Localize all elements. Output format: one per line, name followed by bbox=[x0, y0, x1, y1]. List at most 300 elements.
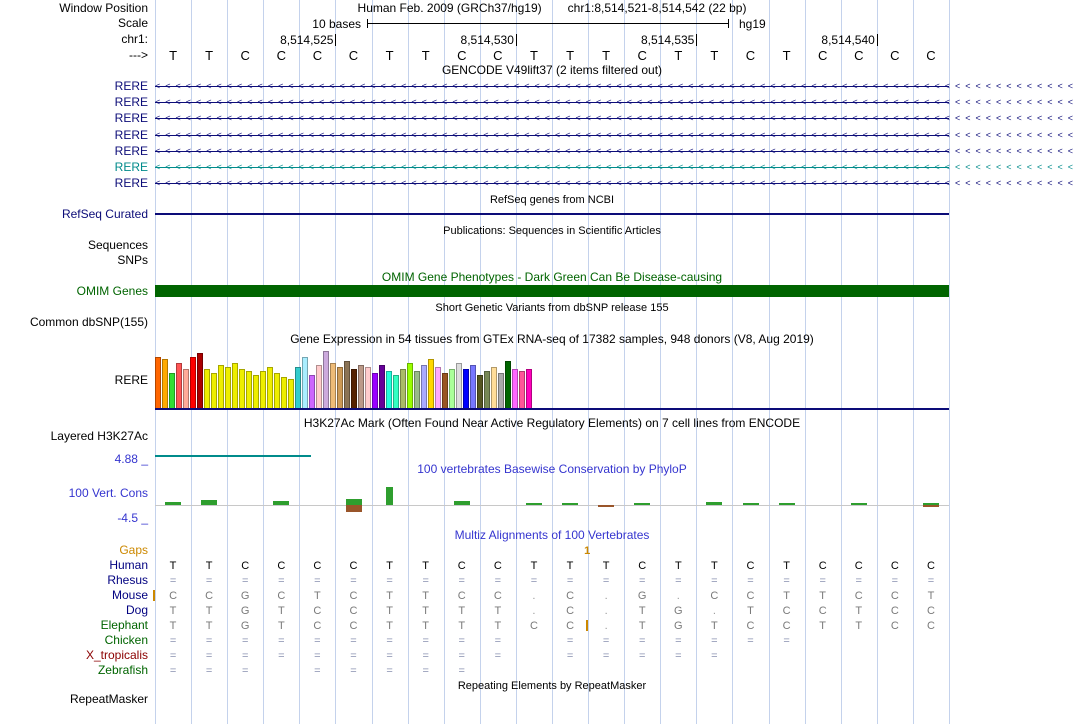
gtex-expression-bar[interactable] bbox=[288, 379, 294, 409]
species-label[interactable]: Rhesus bbox=[107, 573, 148, 587]
species-label[interactable]: Human bbox=[109, 558, 148, 572]
conservation-positive-mark bbox=[454, 501, 470, 505]
sequence-base: T bbox=[205, 48, 214, 63]
alignment-cell: . bbox=[532, 605, 536, 617]
window-position-row bbox=[0, 2, 950, 16]
gtex-expression-bar[interactable] bbox=[225, 367, 231, 409]
alignment-break-tick bbox=[586, 620, 588, 631]
sequence-base: C bbox=[240, 48, 250, 63]
chrom-label: chr1: bbox=[121, 32, 148, 46]
gene-model[interactable] bbox=[155, 161, 1078, 174]
alignment-cell: = bbox=[855, 575, 862, 587]
strand-arrows-left: <<<<<<<<<<<<<<<<<<<<<<<<<<<<<<<<<<<<<<<<<<<<<<<<<<<<<<<<<<<<<<<<<<<<<<<<<<<<<<<<<<<<<<<<<< bbox=[155, 113, 1078, 124]
alignment-cell: = bbox=[422, 665, 429, 677]
assembly-title: Human Feb. 2009 (GRCh37/hg19) bbox=[357, 1, 542, 15]
multiz-row-chicken bbox=[0, 634, 950, 648]
gtex-expression-bar[interactable] bbox=[372, 373, 378, 409]
alignment-row[interactable] bbox=[155, 649, 949, 663]
strand-arrows-left: <<<<<<<<<<<<<<<<<<<<<<<<<<<<<<<<<<<<<<<<<<<<<<<<<<<<<<<<<<<<<<<<<<<<<<<<<<<<<<<<<<<<<<<<<< bbox=[155, 81, 1078, 91]
gtex-expression-bar[interactable] bbox=[463, 369, 469, 409]
alignment-cell: T bbox=[422, 620, 430, 632]
alignment-cell: T bbox=[205, 560, 213, 572]
conservation-track-label[interactable]: 100 Vert. Cons bbox=[68, 486, 148, 500]
alignment-cell: C bbox=[890, 590, 899, 602]
gtex-expression-bar[interactable] bbox=[400, 369, 406, 409]
gtex-expression-bar[interactable] bbox=[414, 371, 420, 409]
alignment-row[interactable] bbox=[155, 544, 949, 558]
alignment-cell: . bbox=[604, 590, 608, 602]
gtex-expression-bar[interactable] bbox=[519, 371, 525, 409]
alignment-cell: C bbox=[349, 560, 358, 572]
alignment-cell: = bbox=[711, 650, 718, 662]
gtex-bar-chart[interactable] bbox=[155, 350, 949, 409]
sequence-base: T bbox=[602, 48, 611, 63]
alignment-cell: C bbox=[926, 605, 935, 617]
gencode-gene-row bbox=[0, 95, 1078, 110]
gtex-expression-bar[interactable] bbox=[435, 367, 441, 409]
gtex-expression-bar[interactable] bbox=[253, 375, 259, 409]
conservation-negative-mark bbox=[346, 505, 362, 512]
alignment-cell: = bbox=[386, 635, 393, 647]
gtex-expression-bar[interactable] bbox=[526, 369, 532, 409]
gtex-expression-bar[interactable] bbox=[365, 367, 371, 409]
conservation-plot[interactable] bbox=[155, 473, 949, 525]
alignment-row[interactable] bbox=[155, 619, 949, 633]
alignment-cell: = bbox=[278, 650, 285, 662]
alignment-cell: C bbox=[277, 560, 286, 572]
alignment-row[interactable] bbox=[155, 634, 949, 648]
gtex-expression-bar[interactable] bbox=[491, 367, 497, 409]
alignment-cell: = bbox=[422, 650, 429, 662]
scale-row bbox=[0, 17, 950, 31]
alignment-cell: = bbox=[350, 635, 357, 647]
gtex-expression-bar[interactable] bbox=[204, 369, 210, 409]
refseq-gene-area[interactable] bbox=[155, 208, 949, 222]
gtex-expression-bar[interactable] bbox=[477, 375, 483, 409]
species-label[interactable]: Mouse bbox=[111, 588, 148, 602]
alignment-cell: = bbox=[278, 635, 285, 647]
alignment-cell: T bbox=[855, 605, 863, 617]
alignment-row[interactable] bbox=[155, 559, 949, 573]
conservation-positive-mark bbox=[779, 503, 795, 505]
alignment-cell: C bbox=[926, 560, 935, 572]
alignment-cell: C bbox=[566, 590, 575, 602]
alignment-cell: C bbox=[349, 590, 358, 602]
conservation-baseline bbox=[155, 505, 949, 506]
alignment-cell: = bbox=[638, 575, 646, 587]
alignment-cell: C bbox=[457, 560, 466, 572]
h3k27ac-track-title[interactable]: H3K27Ac Mark (Often Found Near Active Regulatory Elements) on 7 cell lines from ENCODE bbox=[303, 416, 801, 430]
gene-label[interactable]: RERE bbox=[114, 127, 148, 142]
refseq-track-title[interactable]: RefSeq genes from NCBI bbox=[489, 194, 615, 206]
gtex-expression-bar[interactable] bbox=[169, 373, 175, 409]
gtex-expression-bar[interactable] bbox=[232, 363, 238, 409]
gtex-expression-bar[interactable] bbox=[351, 369, 357, 409]
alignment-cell: T bbox=[674, 560, 682, 572]
alignment-cell: = bbox=[602, 575, 610, 587]
alignment-row[interactable] bbox=[155, 664, 949, 678]
gtex-expression-bar[interactable] bbox=[505, 361, 511, 409]
alignment-cell: C bbox=[349, 605, 358, 617]
h3k27ac-track-label[interactable]: Layered H3K27Ac bbox=[50, 429, 148, 443]
alignment-cell: C bbox=[457, 590, 466, 602]
sequence-base: C bbox=[854, 48, 864, 63]
species-label[interactable]: Chicken bbox=[104, 633, 148, 647]
alignment-cell: C bbox=[566, 620, 575, 632]
alignment-cell: C bbox=[313, 605, 322, 617]
gtex-expression-bar[interactable] bbox=[197, 353, 203, 409]
alignment-cell: T bbox=[458, 605, 466, 617]
gtex-gene-label[interactable]: RERE bbox=[114, 373, 148, 387]
gene-model[interactable] bbox=[155, 80, 1078, 93]
multiz-track-title[interactable]: Multiz Alignments of 100 Vertebrates bbox=[454, 528, 650, 542]
alignment-cell: C bbox=[205, 590, 214, 602]
gtex-expression-bar[interactable] bbox=[162, 359, 168, 409]
gtex-expression-bar[interactable] bbox=[344, 361, 350, 409]
coordinate-tick bbox=[516, 34, 517, 46]
alignment-cell: = bbox=[386, 650, 393, 662]
refseq-track-label[interactable]: RefSeq Curated bbox=[61, 207, 148, 221]
gene-model[interactable] bbox=[155, 177, 1078, 190]
gtex-expression-bar[interactable] bbox=[330, 363, 336, 409]
repeatmasker-track-title[interactable]: Repeating Elements by RepeatMasker bbox=[457, 680, 647, 692]
alignment-cell: = bbox=[675, 635, 682, 647]
alignment-cell: C bbox=[746, 560, 755, 572]
alignment-cell: = bbox=[458, 665, 465, 677]
species-label[interactable]: Zebrafish bbox=[97, 663, 148, 677]
window-position-label: Window Position bbox=[59, 1, 148, 15]
alignment-cell: = bbox=[675, 650, 682, 662]
alignment-cell: . bbox=[604, 620, 608, 632]
sequence-base: T bbox=[385, 48, 394, 63]
alignment-cell: C bbox=[169, 590, 178, 602]
alignment-cell: . bbox=[604, 605, 608, 617]
conservation-positive-mark bbox=[526, 503, 542, 505]
strand-arrows-left: <<<<<<<<<<<<<<<<<<<<<<<<<<<<<<<<<<<<<<<<<<<<<<<<<<<<<<<<<<<<<<<<<<<<<<<<<<<<<<<<<<<<<<<<<< bbox=[155, 178, 1078, 189]
coordinate-tick bbox=[696, 34, 697, 46]
gtex-expression-bar[interactable] bbox=[323, 351, 329, 409]
gencode-gene-row bbox=[0, 160, 1078, 174]
gtex-expression-bar[interactable] bbox=[407, 363, 413, 409]
alignment-cell: T bbox=[458, 620, 466, 632]
gene-label[interactable]: RERE bbox=[114, 111, 148, 126]
alignment-cell: T bbox=[602, 560, 610, 572]
alignment-cell: G bbox=[240, 605, 250, 617]
alignment-cell: = bbox=[566, 635, 574, 647]
alignment-cell: C bbox=[854, 590, 863, 602]
sequence-base: T bbox=[421, 48, 430, 63]
omim-track-title[interactable]: OMIM Gene Phenotypes - Dark Green Can Be Disease-causing bbox=[381, 270, 723, 284]
alignment-cell: = bbox=[711, 575, 718, 587]
alignment-row[interactable] bbox=[155, 604, 949, 618]
gtex-expression-bar[interactable] bbox=[449, 369, 455, 409]
alignment-cell: C bbox=[277, 590, 286, 602]
gap-insert-count: 1 bbox=[584, 545, 591, 557]
alignment-cell: C bbox=[493, 560, 502, 572]
alignment-cell: = bbox=[241, 650, 249, 662]
dna-sequence bbox=[155, 49, 949, 63]
alignment-cell: = bbox=[314, 650, 321, 662]
alignment-cell: = bbox=[783, 635, 790, 647]
conservation-positive-mark bbox=[273, 501, 289, 505]
omim-track-label[interactable]: OMIM Genes bbox=[76, 284, 148, 298]
snps-row bbox=[0, 254, 950, 268]
gene-label[interactable]: RERE bbox=[114, 160, 148, 174]
alignment-row[interactable] bbox=[155, 589, 949, 603]
dbsnp-row bbox=[0, 316, 950, 330]
alignment-cell: C bbox=[313, 560, 322, 572]
coordinate-labels bbox=[155, 33, 949, 47]
gtex-expression-bar[interactable] bbox=[211, 373, 217, 409]
alignment-cell: C bbox=[746, 620, 755, 632]
sequence-base: C bbox=[745, 48, 756, 63]
alignment-cell: T bbox=[205, 620, 213, 632]
gtex-expression-bar[interactable] bbox=[295, 367, 301, 409]
conservation-positive-mark bbox=[851, 503, 867, 505]
alignment-cell: T bbox=[169, 560, 177, 572]
gtex-baseline bbox=[155, 408, 949, 410]
sequence-row bbox=[0, 49, 950, 63]
gene-label[interactable]: RERE bbox=[114, 143, 148, 158]
gtex-expression-bar[interactable] bbox=[274, 373, 280, 409]
position-range: chr1:8,514,521-8,514,542 (22 bp) bbox=[567, 1, 747, 15]
alignment-cell: = bbox=[241, 665, 249, 677]
gtex-expression-bar[interactable] bbox=[421, 365, 427, 409]
alignment-cell: T bbox=[530, 560, 538, 572]
alignment-cell: = bbox=[278, 575, 285, 587]
alignment-cell: = bbox=[494, 635, 502, 647]
alignment-cell: T bbox=[783, 560, 790, 572]
alignment-cell: = bbox=[386, 665, 393, 677]
sequence-base: T bbox=[782, 48, 791, 63]
alignment-cell: = bbox=[494, 650, 502, 662]
alignment-cell: G bbox=[240, 590, 250, 602]
alignment-cell: C bbox=[818, 605, 827, 617]
alignment-cell: C bbox=[854, 560, 863, 572]
alignment-cell: T bbox=[422, 605, 430, 617]
gencode-track-title[interactable]: GENCODE V49lift37 (2 items filtered out) bbox=[441, 63, 663, 77]
alignment-cell: = bbox=[205, 575, 213, 587]
species-label[interactable]: Gaps bbox=[119, 543, 148, 557]
alignment-cell: T bbox=[386, 560, 393, 572]
alignment-cell: T bbox=[277, 620, 285, 632]
gtex-expression-bar[interactable] bbox=[498, 373, 504, 409]
coordinate-tick bbox=[877, 34, 878, 46]
alignment-cell: C bbox=[493, 590, 502, 602]
strand-label: ---> bbox=[129, 48, 148, 62]
omim-gene-bar[interactable] bbox=[155, 285, 949, 297]
alignment-cell: = bbox=[819, 575, 826, 587]
gtex-expression-bar[interactable] bbox=[190, 357, 196, 409]
alignment-cell: G bbox=[674, 605, 683, 617]
alignment-cell: G bbox=[637, 590, 647, 602]
gencode-gene-row bbox=[0, 111, 1078, 126]
alignment-cell: T bbox=[747, 605, 754, 617]
conservation-positive-mark bbox=[562, 503, 578, 505]
sequence-base: C bbox=[637, 48, 647, 63]
alignment-cell: C bbox=[890, 605, 899, 617]
alignment-cell: T bbox=[711, 560, 718, 572]
multiz-row-gaps bbox=[0, 544, 950, 558]
gencode-gene-row bbox=[0, 176, 1078, 191]
multiz-row-elephant bbox=[0, 619, 950, 633]
alignment-cell: T bbox=[494, 605, 502, 617]
alignment-cell: G bbox=[674, 620, 683, 632]
gtex-expression-bar[interactable] bbox=[309, 375, 315, 409]
gtex-expression-bar[interactable] bbox=[183, 369, 189, 409]
sequences-row bbox=[0, 239, 950, 253]
gtex-expression-bar[interactable] bbox=[176, 363, 182, 409]
multiz-row-zebrafish bbox=[0, 664, 950, 678]
gtex-expression-bar[interactable] bbox=[456, 363, 462, 409]
sequence-base: C bbox=[348, 48, 359, 63]
dbsnp-track-label[interactable]: Common dbSNP(155) bbox=[29, 315, 148, 329]
alignment-cell: = bbox=[314, 575, 321, 587]
strand-arrows-left: <<<<<<<<<<<<<<<<<<<<<<<<<<<<<<<<<<<<<<<<<<<<<<<<<<<<<<<<<<<<<<<<<<<<<<<<<<<<<<<<<<<<<<<<<< bbox=[155, 145, 1078, 156]
scale-bar-line bbox=[367, 23, 729, 24]
conservation-min-label: -4.5 _ bbox=[117, 511, 148, 525]
alignment-row[interactable] bbox=[155, 574, 949, 588]
refseq-row bbox=[0, 208, 950, 222]
gtex-expression-bar[interactable] bbox=[393, 375, 399, 409]
sequence-base: C bbox=[493, 48, 503, 63]
sequence-base: C bbox=[890, 48, 900, 63]
alignment-cell: = bbox=[314, 635, 321, 647]
species-label[interactable]: Elephant bbox=[100, 618, 148, 632]
conservation-negative-mark bbox=[598, 505, 614, 507]
gtex-expression-bar[interactable] bbox=[358, 365, 364, 409]
alignment-cell: G bbox=[240, 620, 250, 632]
gtex-expression-bar[interactable] bbox=[512, 369, 518, 409]
alignment-cell: C bbox=[926, 620, 935, 632]
gtex-expression-bar[interactable] bbox=[267, 367, 273, 409]
alignment-cell: = bbox=[205, 635, 213, 647]
alignment-cell: = bbox=[602, 635, 610, 647]
alignment-cell: T bbox=[277, 605, 285, 617]
alignment-cell: T bbox=[638, 620, 646, 632]
species-label[interactable]: Dog bbox=[125, 603, 148, 617]
gene-model[interactable] bbox=[155, 129, 1078, 142]
gtex-expression-bar[interactable] bbox=[428, 359, 434, 409]
multiz-row-x_tropicalis bbox=[0, 649, 950, 663]
scale-data bbox=[155, 17, 949, 31]
dbsnp-track-title[interactable]: Short Genetic Variants from dbSNP release 155 bbox=[435, 302, 669, 314]
alignment-cell: T bbox=[638, 605, 646, 617]
alignment-cell: = bbox=[314, 665, 321, 677]
multiz-row-mouse bbox=[0, 589, 950, 603]
strand-arrows-left: <<<<<<<<<<<<<<<<<<<<<<<<<<<<<<<<<<<<<<<<<<<<<<<<<<<<<<<<<<<<<<<<<<<<<<<<<<<<<<<<<<<<<<<<<< bbox=[155, 129, 1078, 140]
sequence-base: T bbox=[529, 48, 538, 63]
alignment-cell: T bbox=[566, 560, 574, 572]
gencode-gene-row bbox=[0, 127, 1078, 142]
sequence-base: T bbox=[566, 48, 575, 63]
gene-model[interactable] bbox=[155, 112, 1078, 125]
alignment-cell: = bbox=[458, 650, 465, 662]
alignment-break-tick bbox=[153, 590, 155, 601]
alignment-cell: C bbox=[241, 560, 250, 572]
publications-track-title[interactable]: Publications: Sequences in Scientific Articles bbox=[443, 225, 661, 237]
assembly-name: hg19 bbox=[739, 17, 766, 31]
alignment-cell: . bbox=[712, 605, 716, 617]
gtex-expression-bar[interactable] bbox=[337, 367, 343, 409]
gene-label[interactable]: RERE bbox=[114, 95, 148, 110]
h3k27ac-signal-segment[interactable] bbox=[155, 455, 311, 457]
multiz-row-human bbox=[0, 559, 950, 573]
alignment-cell: = bbox=[169, 650, 177, 662]
alignment-cell: = bbox=[241, 635, 249, 647]
alignment-cell: T bbox=[205, 605, 213, 617]
strand-arrows-left: <<<<<<<<<<<<<<<<<<<<<<<<<<<<<<<<<<<<<<<<<<<<<<<<<<<<<<<<<<<<<<<<<<<<<<<<<<<<<<<<<<<<<<<<<< bbox=[155, 97, 1078, 108]
gtex-expression-bar[interactable] bbox=[260, 371, 266, 409]
alignment-cell: C bbox=[782, 605, 791, 617]
gtex-track-title[interactable]: Gene Expression in 54 tissues from GTEx RNA-seq of 17382 samples, 948 donors (V8, Aug 2019) bbox=[290, 332, 814, 346]
alignment-cell: = bbox=[602, 650, 610, 662]
gencode-gene-row bbox=[0, 79, 1078, 93]
alignment-cell: = bbox=[350, 665, 357, 677]
h3k27ac-row bbox=[0, 430, 950, 444]
sequence-base: C bbox=[276, 48, 286, 63]
gtex-expression-bar[interactable] bbox=[442, 373, 448, 409]
gtex-expression-bar[interactable] bbox=[155, 357, 161, 409]
multiz-row-rhesus bbox=[0, 574, 950, 588]
gtex-expression-bar[interactable] bbox=[239, 369, 245, 409]
alignment-cell: T bbox=[855, 620, 863, 632]
gtex-expression-bar[interactable] bbox=[484, 371, 490, 409]
alignment-cell: = bbox=[566, 650, 574, 662]
coordinate-label: 8,514,525 bbox=[280, 33, 334, 47]
gtex-expression-bar[interactable] bbox=[218, 365, 224, 409]
repeatmasker-track-label[interactable]: RepeatMasker bbox=[69, 692, 148, 706]
alignment-cell: = bbox=[566, 575, 574, 587]
conservation-track-title[interactable]: 100 vertebrates Basewise Conservation by PhyloP bbox=[417, 462, 687, 476]
alignment-cell: = bbox=[169, 665, 177, 677]
gtex-expression-bar[interactable] bbox=[386, 371, 392, 409]
alignment-cell: = bbox=[350, 650, 357, 662]
gtex-expression-bar[interactable] bbox=[281, 377, 287, 409]
gene-label[interactable]: RERE bbox=[114, 176, 148, 191]
alignment-cell: = bbox=[458, 575, 465, 587]
alignment-cell: = bbox=[169, 575, 177, 587]
alignment-cell: T bbox=[819, 590, 827, 602]
gene-label[interactable]: RERE bbox=[114, 79, 148, 93]
gene-model[interactable] bbox=[155, 96, 1078, 109]
gtex-expression-bar[interactable] bbox=[379, 365, 385, 409]
sequence-base: T bbox=[169, 48, 178, 63]
conservation-positive-mark bbox=[634, 503, 650, 505]
alignment-cell: = bbox=[711, 635, 718, 647]
alignment-cell: C bbox=[566, 605, 575, 617]
gtex-row bbox=[0, 350, 950, 409]
gtex-expression-bar[interactable] bbox=[316, 365, 322, 409]
omim-row bbox=[0, 285, 950, 298]
gtex-expression-bar[interactable] bbox=[246, 371, 252, 409]
sequences-track-label[interactable]: Sequences bbox=[87, 238, 148, 252]
alignment-cell: T bbox=[314, 590, 321, 602]
coordinate-label: 8,514,540 bbox=[821, 33, 875, 47]
conservation-positive-mark bbox=[201, 500, 217, 505]
alignment-cell: C bbox=[782, 620, 791, 632]
conservation-positive-mark bbox=[743, 503, 759, 505]
alignment-cell: T bbox=[386, 605, 393, 617]
conservation-positive-mark bbox=[386, 487, 393, 505]
gtex-expression-bar[interactable] bbox=[302, 357, 308, 409]
gtex-expression-bar[interactable] bbox=[470, 365, 476, 409]
alignment-cell: C bbox=[349, 620, 358, 632]
gene-model[interactable] bbox=[155, 145, 1078, 158]
species-label[interactable]: X_tropicalis bbox=[85, 648, 148, 662]
snps-track-label[interactable]: SNPs bbox=[117, 253, 148, 267]
alignment-cell: C bbox=[313, 620, 322, 632]
